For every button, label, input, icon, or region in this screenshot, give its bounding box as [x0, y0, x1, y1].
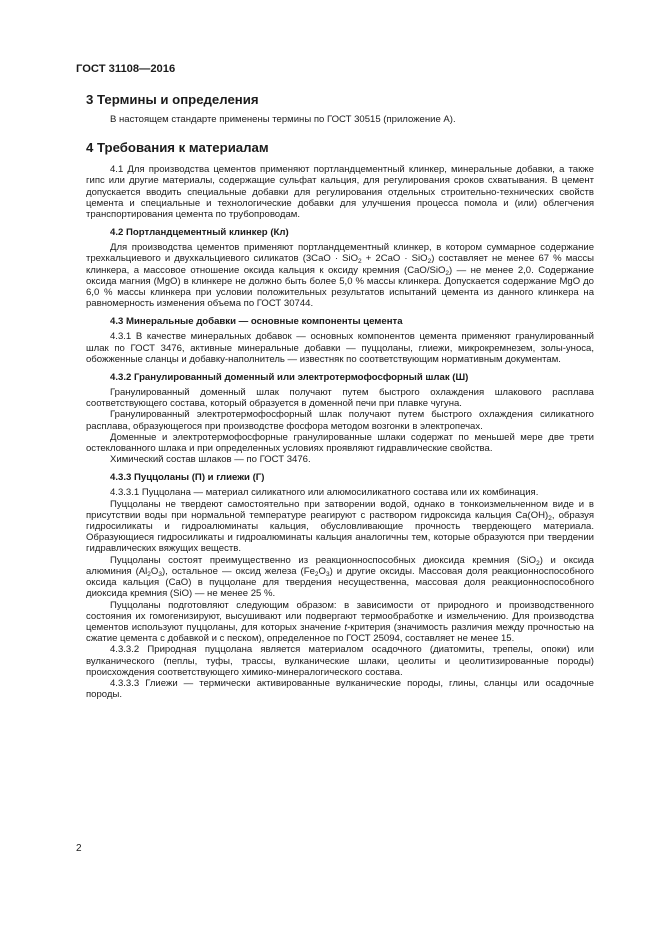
subsection-4-3-2-title: 4.3.2 Гранулированный доменный или электротермофосфорный шлак (Ш): [110, 372, 469, 384]
paragraph-4-3-3-1: 4.3.3.1 Пуццолана — материал силикатного или алюмосиликатного состава или их комбинация.: [110, 487, 539, 499]
paragraph-4-3-2-c: Доменные и электротермофосфорные гранулированные шлаки содержат по меньшей мере две трети остеклованного шлака и при определенных условиях проявляют гидравлические свойства.: [86, 431, 594, 455]
subsection-4-3-3-title: 4.3.3 Пуццоланы (П) и глиежи (Г): [110, 472, 265, 484]
section-3-paragraph: В настоящем стандарте применены термины по ГОСТ 30515 (приложение А).: [110, 114, 456, 125]
paragraph-4-3-3-1-b: Пуццоланы не твердеют самостоятельно при затворении водой, однако в тонкоизмельченном виде и в присутствии воды при нормальной температуре реагируют с раствором гидроксида кальция $Ca(OH)_2$, образуя гидросиликаты и гидроалюминаты кальция, обусловливающие прочность твердеющего материала. Образующиеся гидросиликаты и гидроалюминаты кальция аналогичны тем, которые образуются при твердении гидравлических вяжущих веществ.: [86, 498, 595, 555]
subsection-4-2-title: 4.2 Портландцементный клинкер (Кл): [110, 227, 289, 239]
paragraph-4-3-3-1-c: Пуццоланы состоят преимущественно из реакционноспособных диоксида кремния (SiO$_2$) и оксида алюминия $(Al_2O_3)$, остальное — оксид железа $(Fe_2O_3)$ и другие оксиды. Массовая доля реакционноспособного оксида кальция (CaO) в пуццолане для твердения несущественна, массовая доля реакционноспособного диоксида кремния (SiO) — не менее 25 %.: [86, 554, 594, 600]
document-body: [86, 92, 594, 700]
paragraph-4-3-3-1-d: Пуццоланы подготовляют следующим образом: в зависимости от природного и производственного состояния их гомогенизируют, высушивают или подвергают термообработке и измельчению. Для производства цементов используют пуццоланы, для которых значение t-критерия (значимость различия между прочностью на сжатие цемента с добавкой и с песком), определенное по ГОСТ 25094, составляет не менее 15.: [86, 599, 594, 645]
section-4-title: 4 Требования к материалам: [86, 140, 269, 156]
page-number: 2: [76, 843, 82, 854]
paragraph-4-3-2-b: Гранулированный электротермофосфорный шлак получают путем быстрого охлаждения силикатного расплава, образующегося при производстве фосфора методом возгонки в электропечах.: [86, 409, 594, 432]
paragraph-4-3-1: 4.3.1 В качестве минеральных добавок — основных компонентов цемента применяют гранулированный шлак по ГОСТ 3476, активные минеральные добавки — пуццоланы, глиежи, микрокремнезем, золы-уноса, обожженные сланцы и добавку-наполнитель — известняк по соответствующим нормативным документам.: [86, 331, 594, 365]
paragraph-4-1: 4.1 Для производства цементов применяют портландцементный клинкер, минеральные добавки, а также гипс или другие материалы, содержащие сульфат кальция, для регулирования сроков схватывания. В цемент допускается вводить специальные добавки для регулирования отдельных строительно-технических свойств цемента и специальные и технологические добавки для улучшения процесса помола и (или) облегчения транспортирования цемента по трубопроводам.: [86, 164, 594, 221]
subsection-4-3-title: 4.3 Минеральные добавки — основные компоненты цемента: [110, 316, 403, 328]
section-3-title: 3 Термины и определения: [86, 92, 259, 107]
paragraph-4-3-3-2: 4.3.3.2 Природная пуццолана является материалом осадочного (диатомиты, трепелы, опоки) или вулканического (пеплы, туфы, трассы, вулканические шлаки, цеолиты и цеолитизированные породы) происхождения соответствующего химико-минералогического состава.: [86, 644, 594, 678]
document-header: ГОСТ 31108—2016: [76, 63, 176, 75]
paragraph-4-3-2-d: Химический состав шлаков — по ГОСТ 3476.: [110, 454, 311, 466]
paragraph-4-3-2-a: Гранулированный доменный шлак получают путем быстрого охлаждения шлакового расплава соответствующего состава, который образуется в доменной печи при плавке чугуна.: [86, 387, 594, 410]
paragraph-4-2: Для производства цементов применяют портландцементный клинкер, в котором суммарное содержание трехкальциевого и двухкальциевого силикатов (3CaO · SiO$_2$ + 2CaO · SiO$_2$) составляет не менее 67 % массы клинкера, а массовое отношение оксида кальция к оксиду кремния (CaO/SiO$_2$) — не менее 2,0. Содержание оксида магния (MgO) в клинкере не должно быть более 5,0 % массы клинкера. Допускается содержание MgO до 6,0 % массы клинкера при условии положительных результатов испытаний цемента из данного клинкера на равномерность изменения объема по ГОСТ 30744.: [86, 242, 595, 310]
paragraph-4-3-3-3: 4.3.3.3 Глиежи — термически активированные вулканические породы, глины, сланцы или осадочные породы.: [86, 677, 594, 701]
